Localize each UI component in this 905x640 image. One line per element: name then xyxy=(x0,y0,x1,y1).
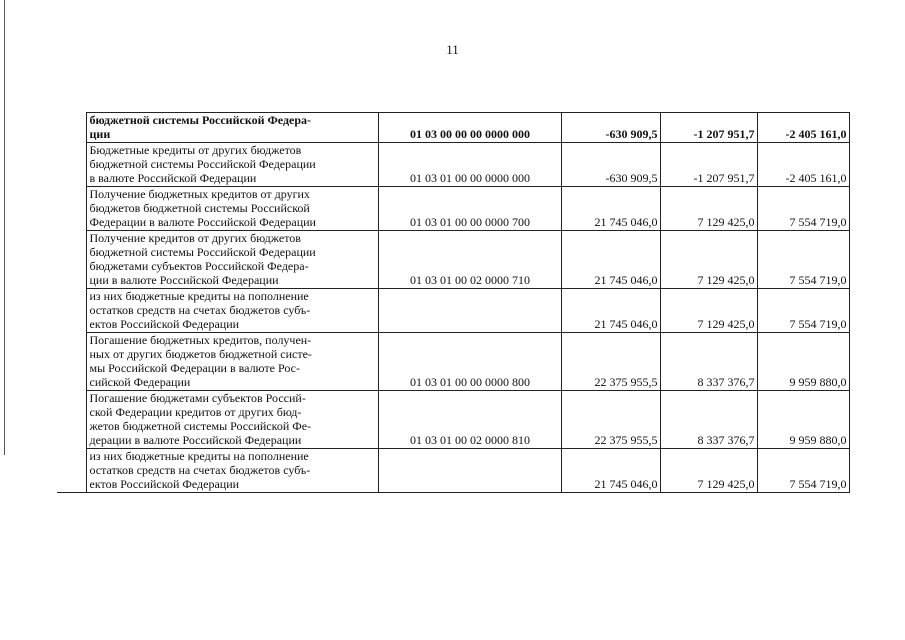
row-value-1-cell: 22 375 955,5 xyxy=(561,391,660,449)
row-indent-cell xyxy=(57,113,86,143)
row-indent-cell xyxy=(57,449,86,493)
row-value-3-cell: 7 554 719,0 xyxy=(757,231,849,289)
row-code-cell: 01 03 01 00 00 0000 700 xyxy=(378,187,561,231)
row-code-cell xyxy=(378,289,561,333)
table-row xyxy=(57,187,849,231)
row-indent-cell xyxy=(57,143,86,187)
row-value-3-cell: 7 554 719,0 xyxy=(757,449,849,493)
table-row xyxy=(57,143,849,187)
table-row xyxy=(57,113,849,143)
row-value-1-cell: -630 909,5 xyxy=(561,113,660,143)
row-value-3-cell: 7 554 719,0 xyxy=(757,187,849,231)
row-code-cell: 01 03 01 00 00 0000 000 xyxy=(378,143,561,187)
row-value-1-cell: -630 909,5 xyxy=(561,143,660,187)
table-row xyxy=(57,231,849,289)
row-name-cell: из них бюджетные кредиты на пополнение остатков средств на счетах бюджетов субъ- ектов Российской Федерации xyxy=(86,289,378,333)
page-number: 11 xyxy=(446,42,459,57)
table-row xyxy=(57,289,849,333)
row-name-cell: из них бюджетные кредиты на пополнение остатков средств на счетах бюджетов субъ- ектов Российской Федерации xyxy=(86,449,378,493)
row-code-cell: 01 03 01 00 02 0000 710 xyxy=(378,231,561,289)
row-name-cell: Получение кредитов от других бюджетов бюджетной системы Российской Федерации бюджетами субъектов Российской Федера- ции в валюте Российской Федерации xyxy=(86,231,378,289)
row-value-2-cell: 8 337 376,7 xyxy=(660,391,757,449)
scan-edge-line xyxy=(4,0,5,455)
row-value-3-cell: 7 554 719,0 xyxy=(757,289,849,333)
row-name-cell: Погашение бюджетных кредитов, получен- ных от других бюджетов бюджетной систе- мы Российской Федерации в валюте Рос- сийской Федерации xyxy=(86,333,378,391)
row-name-cell: Бюджетные кредиты от других бюджетов бюджетной системы Российской Федерации в валюте Российской Федерации xyxy=(86,143,378,187)
row-value-1-cell: 21 745 046,0 xyxy=(561,449,660,493)
row-code-cell: 01 03 00 00 00 0000 000 xyxy=(378,113,561,143)
table-row xyxy=(57,333,849,391)
row-value-1-cell: 22 375 955,5 xyxy=(561,333,660,391)
row-indent-cell xyxy=(57,333,86,391)
row-name-cell: Получение бюджетных кредитов от других бюджетов бюджетной системы Российской Федерации в валюте Российской Федерации xyxy=(86,187,378,231)
table-row xyxy=(57,449,849,493)
row-value-2-cell: 8 337 376,7 xyxy=(660,333,757,391)
row-indent-cell xyxy=(57,391,86,449)
row-value-2-cell: 7 129 425,0 xyxy=(660,449,757,493)
row-value-1-cell: 21 745 046,0 xyxy=(561,289,660,333)
row-indent-cell xyxy=(57,231,86,289)
row-value-1-cell: 21 745 046,0 xyxy=(561,231,660,289)
row-value-3-cell: 9 959 880,0 xyxy=(757,333,849,391)
row-name-cell: бюджетной системы Российской Федера- ции xyxy=(86,113,378,143)
row-indent-cell xyxy=(57,289,86,333)
row-indent-cell xyxy=(57,187,86,231)
row-code-cell xyxy=(378,449,561,493)
row-value-2-cell: -1 207 951,7 xyxy=(660,143,757,187)
row-code-cell: 01 03 01 00 02 0000 810 xyxy=(378,391,561,449)
row-value-3-cell: -2 405 161,0 xyxy=(757,113,849,143)
row-value-2-cell: 7 129 425,0 xyxy=(660,289,757,333)
row-value-3-cell: -2 405 161,0 xyxy=(757,143,849,187)
row-code-cell: 01 03 01 00 00 0000 800 xyxy=(378,333,561,391)
row-value-2-cell: -1 207 951,7 xyxy=(660,113,757,143)
row-name-cell: Погашение бюджетами субъектов Россий- ской Федерации кредитов от других бюд- жетов бюджетной системы Российской Фе- дерации в валюте Российской Федерации xyxy=(86,391,378,449)
budget-table xyxy=(57,112,850,493)
row-value-2-cell: 7 129 425,0 xyxy=(660,231,757,289)
row-value-1-cell: 21 745 046,0 xyxy=(561,187,660,231)
table-row xyxy=(57,391,849,449)
row-value-2-cell: 7 129 425,0 xyxy=(660,187,757,231)
row-value-3-cell: 9 959 880,0 xyxy=(757,391,849,449)
